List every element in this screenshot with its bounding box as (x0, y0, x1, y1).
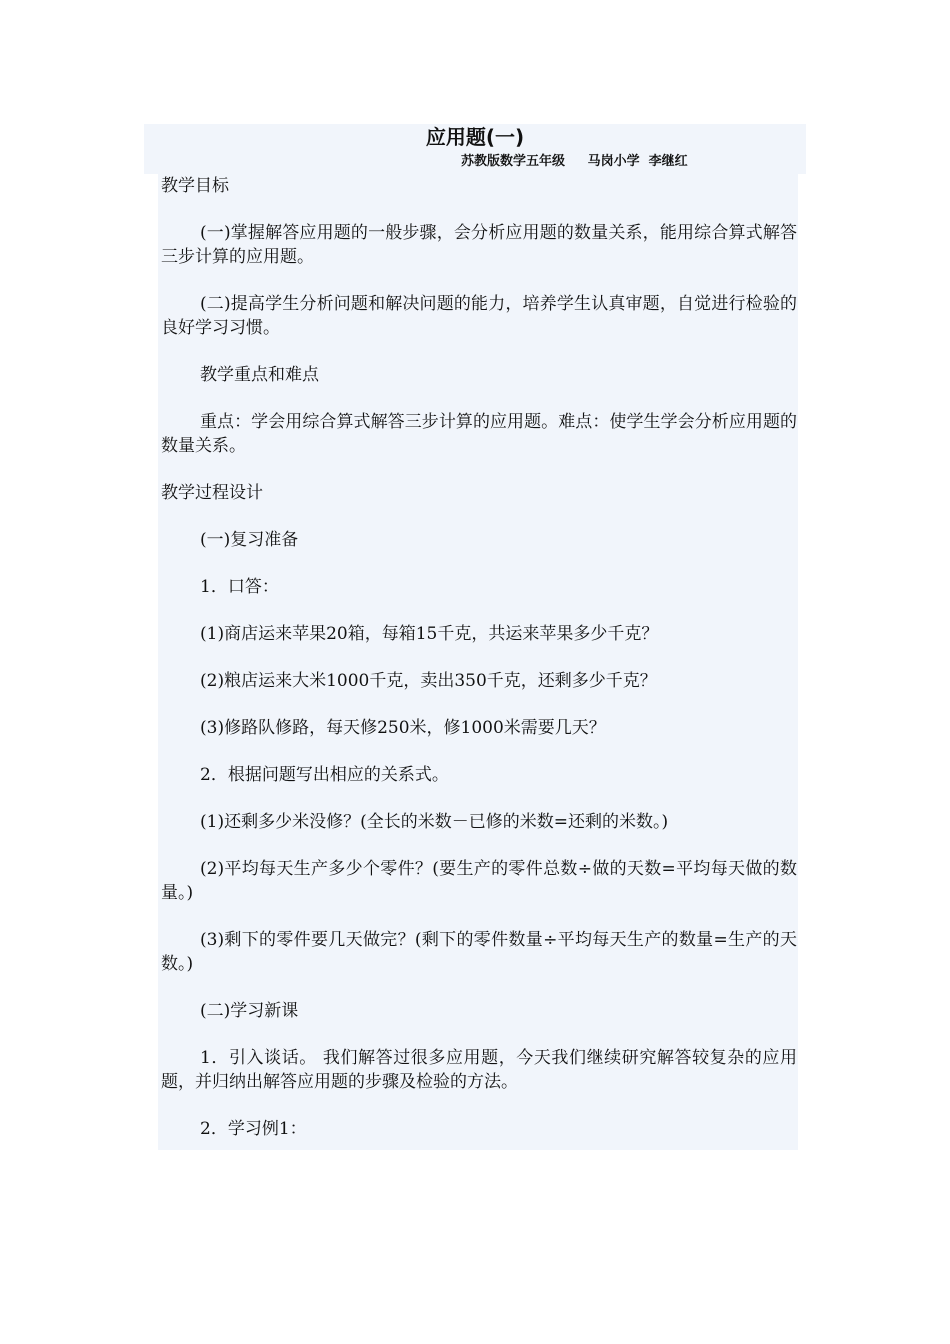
section-heading-key-points: 教学重点和难点 (200, 365, 319, 385)
paragraph-key-points: 重点：学会用综合算式解答三步计算的应用题。难点：使学生学会分析应用题的数量关系。 (161, 412, 797, 456)
question-item-3: (3)修路队修路，每天修250米，修1000米需要几天？ (200, 718, 606, 738)
subheading-review: (一)复习准备 (200, 530, 299, 550)
list-item-oral: 1．口答： (200, 577, 279, 597)
list-item-introduction: 1．引入谈话。 我们解答过很多应用题，今天我们继续研究解答较复杂的应用题，并归纳出解答应用题的步骤及检验的方法。 (161, 1048, 797, 1092)
list-item-relations: 2．根据问题写出相应的关系式。 (200, 765, 449, 785)
page-title: 应用题(一) (425, 125, 525, 149)
question-item-2: (2)粮店运来大米1000千克，卖出350千克，还剩多少千克？ (200, 671, 657, 691)
relation-item-2: (2)平均每天生产多少个零件？(要生产的零件总数÷做的天数=平均每天做的数量。) (161, 859, 797, 903)
paragraph-objective-1: (一)掌握解答应用题的一般步骤，会分析应用题的数量关系，能用综合算式解答三步计算的应用题。 (161, 223, 797, 267)
author-byline: 苏教版数学五年级 马岗小学 李继红 (461, 154, 688, 169)
subheading-new-lesson: (二)学习新课 (200, 1001, 299, 1021)
section-heading-process: 教学过程设计 (161, 483, 263, 503)
lesson-body (161, 174, 797, 1164)
relation-item-3: (3)剩下的零件要几天做完？(剩下的零件数量÷平均每天生产的数量=生产的天数。) (161, 930, 797, 974)
section-heading-objectives: 教学目标 (161, 176, 229, 196)
relation-item-1: (1)还剩多少米没修？(全长的米数－已修的米数=还剩的米数。) (200, 812, 669, 832)
list-item-example: 2．学习例1： (200, 1119, 307, 1139)
question-item-1: (1)商店运来苹果20箱，每箱15千克，共运来苹果多少千克？ (200, 624, 659, 644)
paragraph-objective-2: (二)提高学生分析问题和解决问题的能力，培养学生认真审题，自觉进行检验的良好学习习惯。 (161, 294, 797, 338)
